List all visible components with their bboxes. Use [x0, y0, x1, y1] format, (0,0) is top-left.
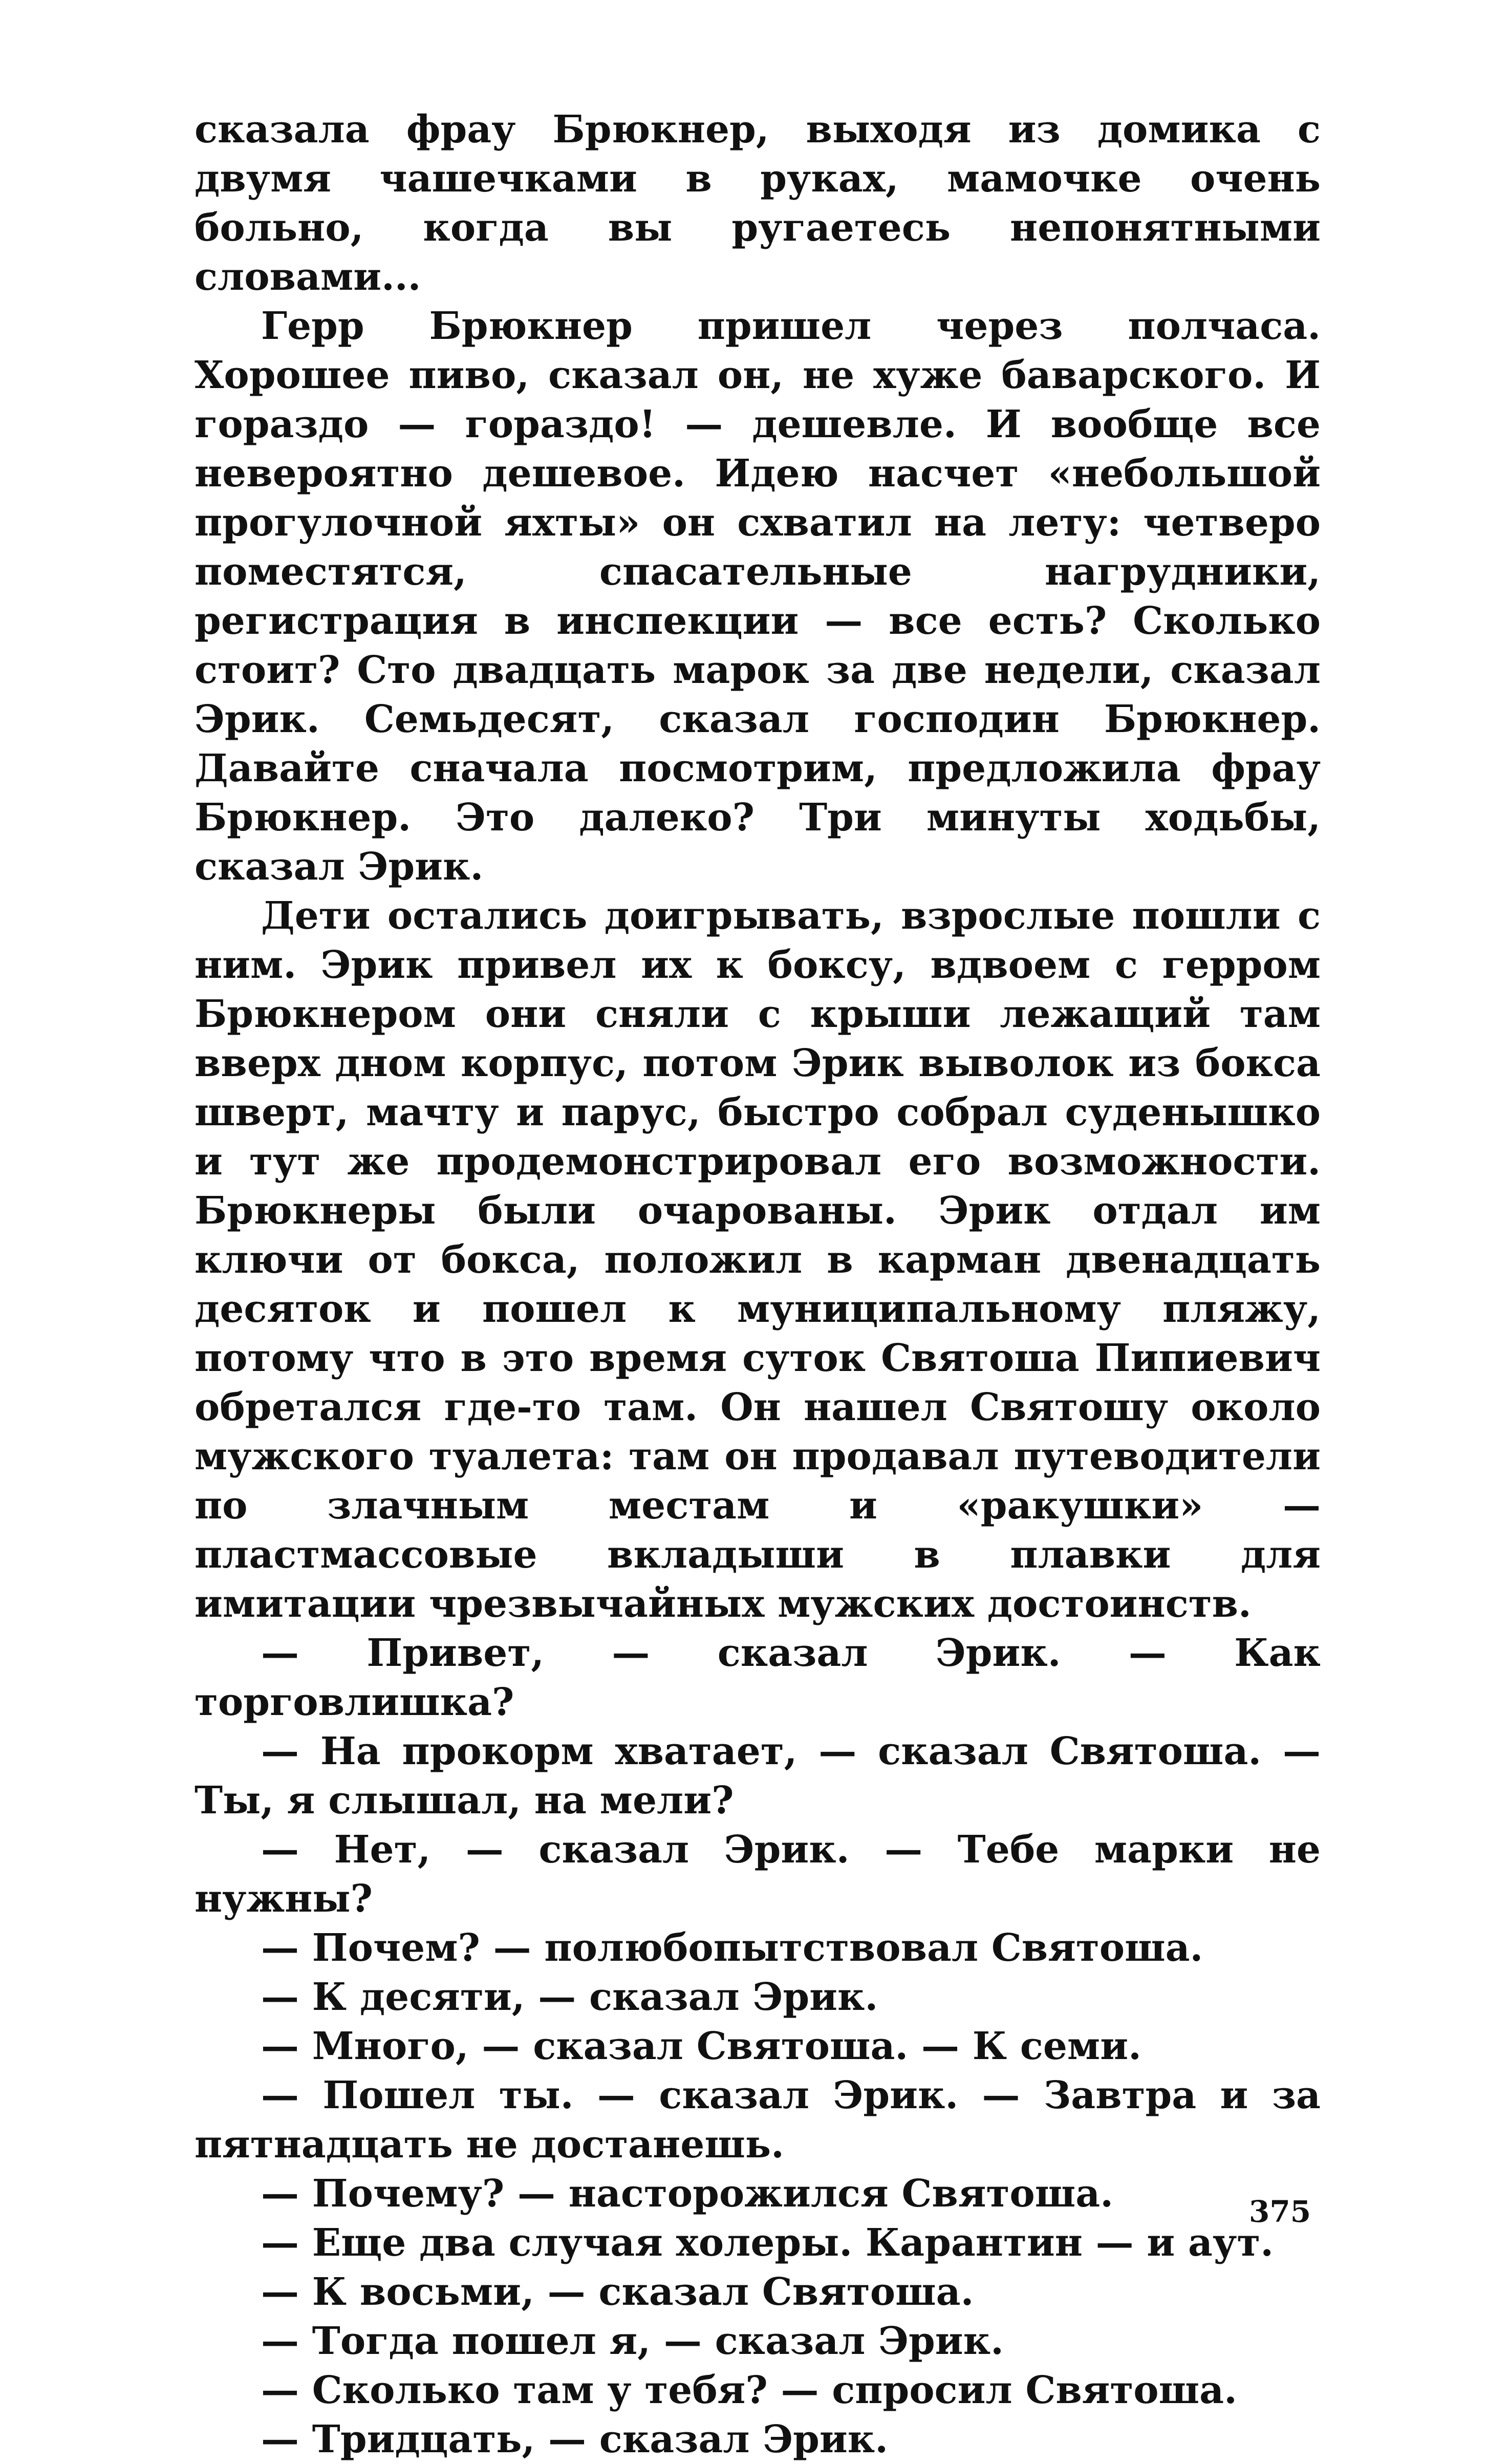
page-body	[195, 105, 1321, 2464]
dialogue-line: — Почему? — насторожился Святоша.	[261, 2172, 1113, 2216]
dialogue-line: — Тогда пошел я, — сказал Эрик.	[261, 2319, 1004, 2363]
dialogue-line: — К десяти, — сказал Эрик.	[261, 1975, 878, 2019]
dialogue-line: — На прокорм хватает, — сказал Святоша. — Ты, я слышал, на мели?	[195, 1729, 1321, 1823]
dialogue-line: — К восьми, — сказал Святоша.	[261, 2270, 974, 2314]
dialogue-line: — Почем? — полюбопытствовал Святоша.	[261, 1926, 1203, 1970]
paragraph: сказала фрау Брюкнер, выходя из домика с двумя чашечками в руках, мамочке очень больно, когда вы ругаетесь непонятными словами...	[195, 108, 1321, 299]
dialogue-line: — Нет, — сказал Эрик. — Тебе марки не нужны?	[195, 1828, 1321, 1921]
page-number: 375	[1249, 2194, 1311, 2229]
dialogue-line: — Привет, — сказал Эрик. — Как торговлишка?	[195, 1631, 1321, 1724]
dialogue-line: — Сколько там у тебя? — спросил Святоша.	[261, 2368, 1237, 2412]
dialogue-line: — Пошел ты. — сказал Эрик. — Завтра и за пятнадцать не достанешь.	[195, 2073, 1321, 2167]
dialogue-line: — Тридцать, — сказал Эрик.	[261, 2417, 889, 2461]
dialogue-line: — Еще два случая холеры. Карантин — и аут.	[261, 2221, 1274, 2265]
dialogue-line: — Много, — сказал Святоша. — К семи.	[261, 2024, 1141, 2068]
paragraph: Дети остались доигрывать, взрослые пошли с ним. Эрик привел их к боксу, вдвоем с герром Брюкнером они сняли с крыши лежащий там вверх дном корпус, потом Эрик выволок из бокса шверт, мачту и парус, быстро собрал суденышко и тут же продемонстрировал его возможности. Брюкнеры были очарованы. Эрик отдал им ключи от бокса, положил в карман двенадцать десяток и пошел к муниципальному пляжу, потому что в это время суток Святоша Пипиевич обретался где-то там. Он нашел Святошу около мужского туалета: там он продавал путеводители по злачным местам и «ракушки» — пластмассовые вкладыши в плавки для имитации чрезвычайных мужских достоинств.	[195, 894, 1321, 1626]
paragraph: Герр Брюкнер пришел через полчаса. Хорошее пиво, сказал он, не хуже баварского. И гораздо — гораздо! — дешевле. И вообще все невероятно дешевое. Идею насчет «небольшой прогулочной яхты» он схватил на лету: четверо поместятся, спасательные нагрудники, регистрация в инспекции — все есть? Сколько стоит? Сто двадцать марок за две недели, сказал Эрик. Семьдесят, сказал господин Брюкнер. Давайте сначала посмотрим, предложила фрау Брюкнер. Это далеко? Три минуты ходьбы, сказал Эрик.	[195, 304, 1321, 889]
